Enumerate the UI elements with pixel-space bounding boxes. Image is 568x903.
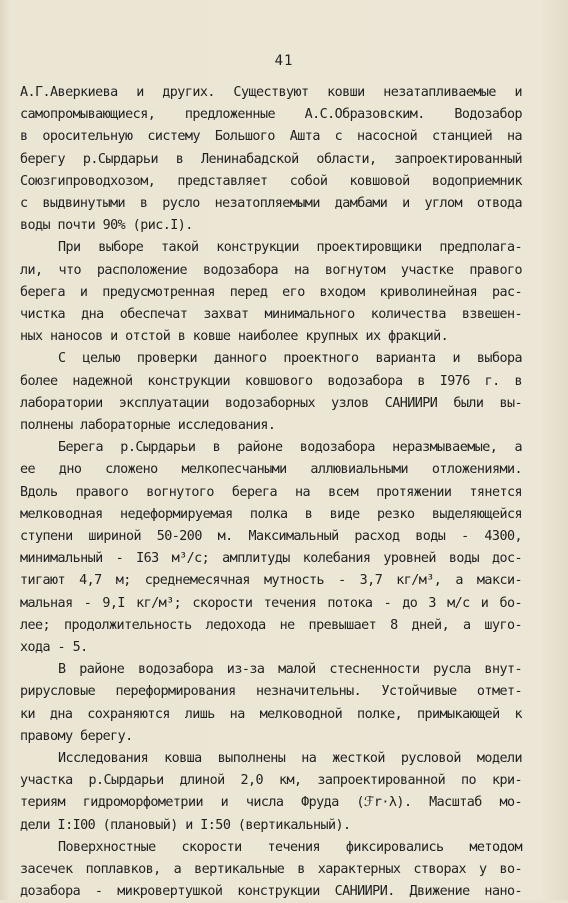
text-line: Поверхностные скорости течения фиксировались методом <box>58 839 522 855</box>
text-line: ки дна сохраняются лишь на мелководной полке, примыкающей к <box>20 706 522 722</box>
text-line: В районе водозабора из-за малой стесненности русла внут- <box>58 662 522 678</box>
text-line: ли, что расположение водозабора на вогнутом участке правого <box>20 262 522 278</box>
text-line: тигают 4,7 м; среднемесячная мутность - 3,7 кг/м³, а макси- <box>20 573 522 589</box>
text-line: участка р.Сырдарьи длиной 2,0 км, запроектированной по кри- <box>20 773 522 789</box>
text-line: самопромывающиеся, предложенные А.С.Образовским. Водозабор <box>20 107 522 123</box>
text-line: рирусловые переформирования незначительны. Устойчивые отмет- <box>20 684 522 700</box>
text-line: лее; продолжительность ледохода не превышает 8 дней, а шуго- <box>20 617 522 633</box>
text-line: дозабора - микровертушкой конструкции САНИИРИ. Движение нано- <box>20 884 522 900</box>
text-line: минимальный - I63 м³/с; амплитуды колебания уровней воды дос- <box>20 551 522 567</box>
text-line: Союзгипроводхозом, представляет собой ковшовой водоприемник <box>20 173 522 189</box>
text-line: правому берегу. <box>20 728 133 744</box>
text-line: С целью проверки данного проектного варианта и выбора <box>58 351 522 367</box>
text-line: А.Г.Аверкиева и других. Существуют ковши незатапливаемые и <box>20 85 522 100</box>
text-line: мальная - 9,I кг/м³; скорости течения потока - до 3 м/с и бо- <box>20 595 522 611</box>
text-line: При выборе такой конструкции проектировщики предполага- <box>58 240 522 256</box>
text-line: в оросительную систему Большого Ашта с насосной станцией на <box>20 129 522 145</box>
text-line: хода - 5. <box>20 640 88 655</box>
text-line: более надежной конструкции ковшового водозабора в I976 г. в <box>20 373 522 389</box>
text-line: берега и предусмотренная перед его входом криволинейная рас- <box>20 284 522 300</box>
text-line: с выдвинутыми в русло незатопляемыми дамбами и углом отвода <box>20 196 522 211</box>
text-line: полнены лабораторные исследования. <box>20 418 276 433</box>
text-line: засечек поплавков, а вертикальные в характерных створах у во- <box>20 862 522 877</box>
text-line: лаборатории эксплуатации водозаборных узлов САНИИРИ были вы- <box>20 395 522 411</box>
text-line: мелководная недеформируемая полка в виде резко выделяющейся <box>20 506 522 522</box>
text-line: Вдоль правого вогнутого берега на всем протяжении тянется <box>20 484 522 500</box>
text-line: ных наносов и отстой в ковше наиболее крупных их фракций. <box>20 329 449 345</box>
text-line: воды почти 90% (рис.I). <box>20 218 193 234</box>
page-number: 41 <box>274 53 294 69</box>
text-line: ступени шириной 50-200 м. Максимальный расход воды - 4300, <box>20 529 522 544</box>
text-line: чистка дна обеспечат захват минимального количества взвешен- <box>20 307 522 322</box>
text-line: ее дно сложено мелкопесчаными аллювиальными отложениями. <box>20 462 522 478</box>
text-line: Исследования ковша выполнены на жесткой русловой модели <box>58 751 522 766</box>
text-line: териям гидроморфометрии и числа Фруда (ℱr·λ). Масштаб мо- <box>20 795 522 811</box>
text-line: Берега р.Сырдарьи в районе водозабора неразмываемые, а <box>58 440 522 456</box>
text-line: берегу р.Сырдарьи в Ленинабадской области, запроектированный <box>20 151 522 167</box>
text-line: дели I:I00 (плановый) и I:50 (вертикальный). <box>20 817 351 833</box>
